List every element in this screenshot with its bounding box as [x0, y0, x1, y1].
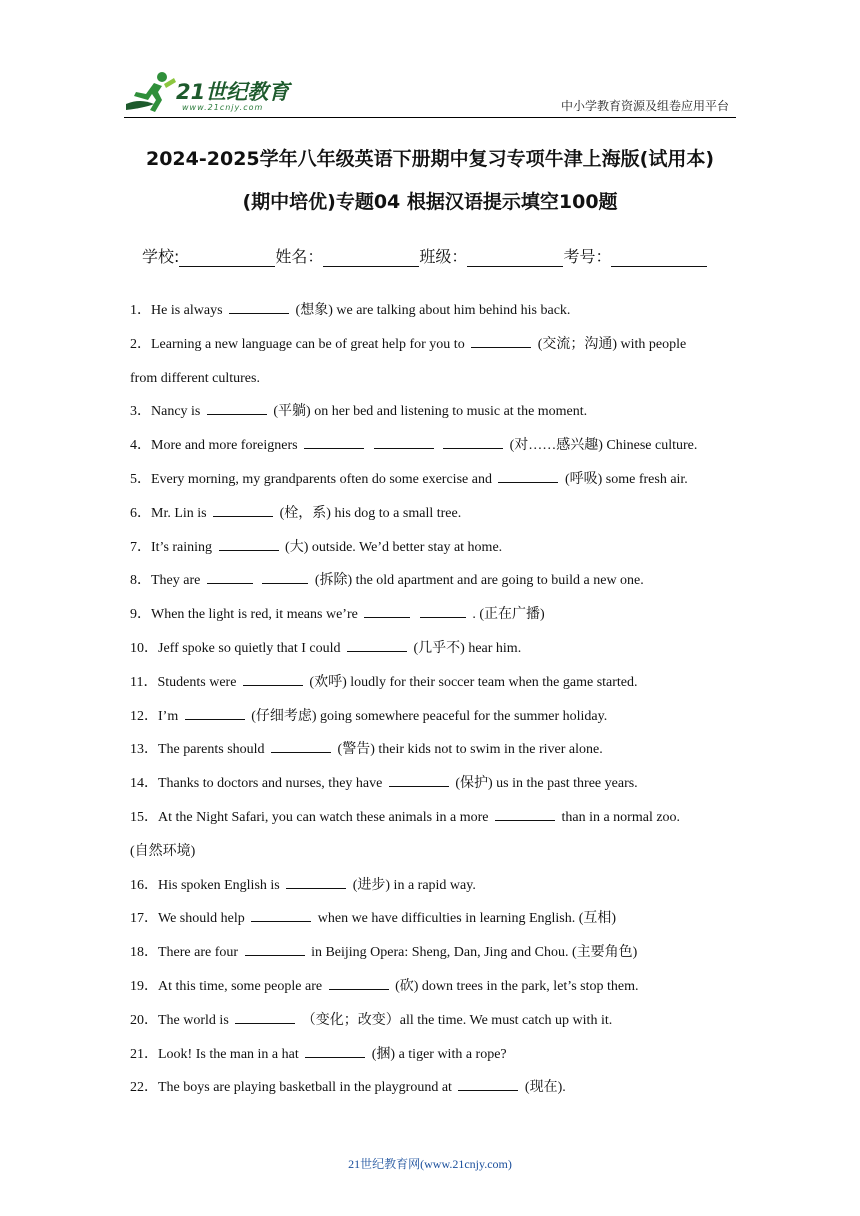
- question-item: [130, 1038, 734, 1072]
- runner-logo-icon: [124, 70, 180, 116]
- question-text: It’s raining: [151, 539, 213, 555]
- question-hint: (对……感兴趣) Chinese culture.: [509, 438, 698, 454]
- question-number: 2．: [130, 336, 151, 352]
- answer-blank[interactable]: [245, 943, 305, 956]
- question-list: [130, 294, 734, 1105]
- question-hint: (现在).: [524, 1080, 566, 1096]
- question-hint: (欢呼) loudly for their soccer team when the game started.: [309, 674, 638, 690]
- question-item: [130, 429, 734, 463]
- question-text: Learning a new language can be of great help for you to: [151, 336, 465, 352]
- question-hint: (捆) a tiger with a rope?: [371, 1046, 507, 1062]
- answer-blank[interactable]: [262, 571, 308, 584]
- question-item: [130, 869, 734, 903]
- site-logo: [124, 70, 294, 116]
- answer-blank[interactable]: [213, 504, 273, 517]
- question-number: 10．: [130, 640, 158, 656]
- question-item: [130, 294, 734, 328]
- question-continuation: (自然环境): [130, 843, 196, 859]
- question-hint: (保护) us in the past three years.: [455, 776, 638, 792]
- header-divider: [124, 117, 736, 118]
- answer-blank[interactable]: [420, 605, 466, 618]
- answer-blank[interactable]: [304, 436, 364, 449]
- page-header: [0, 0, 860, 122]
- answer-blank[interactable]: [271, 740, 331, 753]
- question-hint: （变化；改变）all the time. We must catch up with it.: [301, 1012, 613, 1028]
- question-item: [130, 1004, 734, 1038]
- question-number: 16．: [130, 877, 158, 893]
- question-number: 5．: [130, 471, 151, 487]
- question-text: Every morning, my grandparents often do some exercise and: [151, 471, 492, 487]
- question-number: 9．: [130, 607, 151, 623]
- question-text: Students were: [157, 674, 237, 690]
- question-text: Nancy is: [151, 404, 201, 420]
- logo-text: 21世纪教育: [176, 80, 290, 104]
- question-hint: (呼吸) some fresh air.: [564, 471, 688, 487]
- question-text: His spoken English is: [158, 877, 280, 893]
- question-text: The world is: [158, 1012, 229, 1028]
- question-number: 8．: [130, 573, 151, 589]
- question-number: 18．: [130, 945, 158, 961]
- question-text: I’m: [158, 708, 179, 724]
- question-number: 17．: [130, 911, 158, 927]
- question-item: [130, 970, 734, 1004]
- question-hint: (大) outside. We’d better stay at home.: [285, 539, 503, 555]
- answer-blank[interactable]: [305, 1045, 365, 1058]
- question-item: [130, 801, 734, 835]
- question-item: [130, 328, 734, 362]
- doc-title-line2: (期中培优)专题04 根据汉语提示填空100题: [242, 191, 618, 213]
- answer-blank[interactable]: [364, 605, 410, 618]
- school-label: 学校:: [142, 247, 180, 266]
- question-number: 12．: [130, 708, 158, 724]
- question-number: 11．: [130, 674, 158, 690]
- answer-blank[interactable]: [389, 774, 449, 787]
- question-hint: (仔细考虑) going somewhere peaceful for the summer holiday.: [251, 708, 608, 724]
- question-text: Look! Is the man in a hat: [158, 1046, 299, 1062]
- question-item: [130, 531, 734, 565]
- platform-label: 中小学教育资源及组卷应用平台: [560, 99, 729, 113]
- page-footer: 21世纪教育网(www.21cnjy.com): [348, 1157, 512, 1171]
- question-item: [130, 395, 734, 429]
- question-number: 15．: [130, 809, 158, 825]
- question-item: [130, 463, 734, 497]
- question-hint: (几乎不) hear him.: [413, 640, 522, 656]
- question-hint: . (正在广播): [472, 607, 545, 623]
- question-number: 14．: [130, 776, 158, 792]
- question-number: 21．: [130, 1046, 158, 1062]
- question-hint: (警告) their kids not to swim in the river alone.: [337, 742, 603, 758]
- question-hint: when we have difficulties in learning English. (互相): [317, 911, 617, 927]
- question-number: 6．: [130, 505, 151, 521]
- question-number: 3．: [130, 404, 151, 420]
- question-text: Jeff spoke so quietly that I could: [158, 640, 341, 656]
- question-continuation: from different cultures.: [130, 370, 260, 386]
- question-text: The boys are playing basketball in the playground at: [158, 1080, 452, 1096]
- class-label: 班级：: [419, 247, 468, 266]
- name-field[interactable]: [323, 248, 419, 267]
- question-text: The parents should: [158, 742, 265, 758]
- question-hint: than in a normal zoo.: [561, 809, 681, 825]
- answer-blank[interactable]: [207, 402, 267, 415]
- name-label: 姓名：: [275, 247, 324, 266]
- question-text: Thanks to doctors and nurses, they have: [158, 776, 383, 792]
- question-number: 13．: [130, 742, 158, 758]
- question-number: 7．: [130, 539, 151, 555]
- answer-blank[interactable]: [458, 1078, 518, 1091]
- question-text: They are: [151, 573, 201, 589]
- question-number: 22．: [130, 1080, 158, 1096]
- question-item: [130, 733, 734, 767]
- question-item: [130, 666, 734, 700]
- question-item: [130, 700, 734, 734]
- question-text: At the Night Safari, you can watch these animals in a more: [158, 809, 489, 825]
- answer-blank[interactable]: [374, 436, 434, 449]
- question-item: [130, 767, 734, 801]
- question-text: He is always: [151, 303, 223, 318]
- answer-blank[interactable]: [471, 335, 531, 348]
- question-item: [130, 564, 734, 598]
- question-text: There are four: [158, 945, 239, 961]
- answer-blank[interactable]: [443, 436, 503, 449]
- question-hint: (砍) down trees in the park, let’s stop them.: [395, 978, 639, 994]
- answer-blank[interactable]: [495, 808, 555, 821]
- answer-blank[interactable]: [243, 673, 303, 686]
- question-text: When the light is red, it means we’re: [151, 607, 358, 623]
- question-item: [130, 632, 734, 666]
- question-hint: (想象) we are talking about him behind his back.: [295, 303, 571, 318]
- question-item: [130, 902, 734, 936]
- question-item: [130, 598, 734, 632]
- answer-blank[interactable]: [207, 571, 253, 584]
- school-field[interactable]: [179, 248, 275, 267]
- question-text: We should help: [158, 911, 245, 927]
- class-field[interactable]: [467, 248, 563, 267]
- question-number: 4．: [130, 438, 151, 454]
- question-number: 20．: [130, 1012, 158, 1028]
- exam-no-label: 考号：: [563, 247, 612, 266]
- answer-blank[interactable]: [219, 538, 279, 551]
- question-hint: (栓，系) his dog to a small tree.: [279, 505, 462, 521]
- question-text: At this time, some people are: [158, 978, 323, 994]
- answer-blank[interactable]: [185, 707, 245, 720]
- question-hint: (进步) in a rapid way.: [352, 877, 476, 893]
- question-text: Mr. Lin is: [151, 505, 207, 521]
- doc-title-line1: 2024-2025学年八年级英语下册期中复习专项牛津上海版(试用本): [145, 148, 715, 170]
- student-info-row: [142, 244, 707, 267]
- answer-blank[interactable]: [347, 639, 407, 652]
- question-item: [130, 1071, 734, 1105]
- answer-blank[interactable]: [286, 876, 346, 889]
- question-hint: (拆除) the old apartment and are going to build a new one.: [314, 573, 644, 589]
- question-hint: in Beijing Opera: Sheng, Dan, Jing and Chou. (主要角色): [311, 945, 638, 961]
- question-text: More and more foreigners: [151, 438, 298, 454]
- answer-blank[interactable]: [229, 301, 289, 314]
- answer-blank[interactable]: [329, 977, 389, 990]
- question-hint: (交流；沟通) with people: [537, 336, 687, 352]
- answer-blank[interactable]: [251, 909, 311, 922]
- question-item: [130, 936, 734, 970]
- logo-url: www.21cnjy.com: [182, 103, 264, 112]
- answer-blank[interactable]: [498, 470, 558, 483]
- answer-blank[interactable]: [235, 1011, 295, 1024]
- question-number: 19．: [130, 978, 158, 994]
- question-item: [130, 497, 734, 531]
- question-hint: (平躺) on her bed and listening to music at the moment.: [273, 404, 588, 420]
- exam-no-field[interactable]: [611, 248, 707, 267]
- question-number: 1．: [130, 303, 151, 318]
